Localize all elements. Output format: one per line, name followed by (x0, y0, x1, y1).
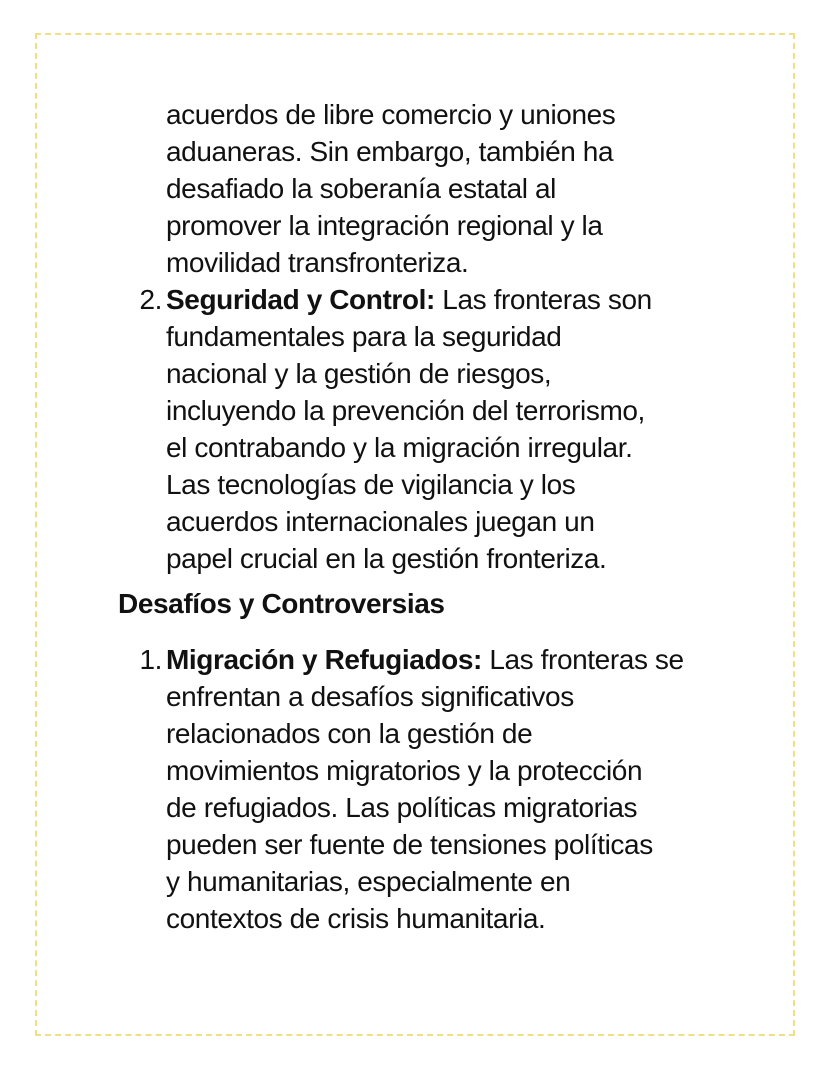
page-content (118, 96, 746, 937)
list-item-lead-text: Las fronteras son (434, 284, 652, 315)
text-line: enfrentan a desafíos significativos (166, 681, 574, 712)
text-line: acuerdos internacionales juegan un (166, 506, 595, 537)
text-line: nacional y la gestión de riesgos, (166, 358, 552, 389)
list-item-number: 2. (139, 284, 162, 315)
text-line: movimientos migratorios y la protección (166, 755, 643, 786)
text-line: acuerdos de libre comercio y uniones (166, 99, 616, 130)
text-line: papel crucial en la gestión fronteriza. (166, 543, 607, 574)
text-line: pueden ser fuente de tensiones políticas (166, 829, 653, 860)
text-line: fundamentales para la seguridad (166, 321, 562, 352)
text-line: de refugiados. Las políticas migratorias (166, 792, 638, 823)
text-line (166, 641, 746, 678)
list-item-number: 1. (139, 644, 162, 675)
section-heading: Desafíos y Controversias (118, 588, 445, 619)
text-line: desafiado la soberanía estatal al (166, 173, 556, 204)
text-line: Las tecnologías de vigilancia y los (166, 469, 576, 500)
list-item-lead-text: Las fronteras se (481, 644, 684, 675)
text-line: el contrabando y la migración irregular. (166, 432, 633, 463)
text-line: relacionados con la gestión de (166, 718, 533, 749)
text-line: contextos de crisis humanitaria. (166, 903, 546, 934)
text-line: aduaneras. Sin embargo, también ha (166, 136, 614, 167)
text-line: promover la integración regional y la (166, 210, 603, 241)
list-item-label: Migración y Refugiados: (166, 644, 482, 675)
list-item-security (118, 281, 746, 577)
list-item-migration (118, 641, 746, 937)
text-line: y humanitarias, especialmente en (166, 866, 571, 897)
list-item-continuation (166, 96, 746, 281)
text-line: movilidad transfronteriza. (166, 247, 469, 278)
text-line: incluyendo la prevención del terrorismo, (166, 395, 645, 426)
list-item-label: Seguridad y Control: (166, 284, 435, 315)
text-line (166, 281, 746, 318)
